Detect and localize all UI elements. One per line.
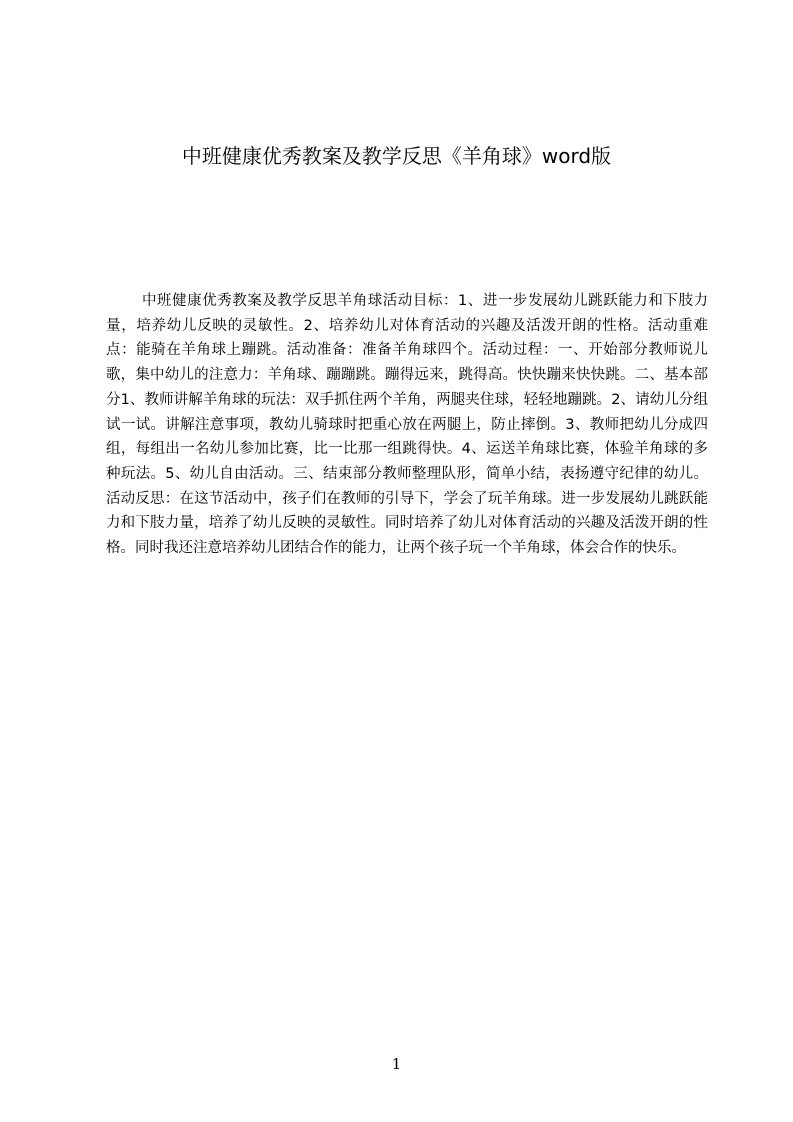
document-title: 中班健康优秀教案及教学反思《羊角球》word版 [181, 144, 612, 168]
page-number: 1 [391, 1055, 402, 1073]
body-paragraph: 中班健康优秀教案及教学反思羊角球活动目标：1、进一步发展幼儿跳跃能力和下肢力量，培养幼儿反映的灵敏性。2、培养幼儿对体育活动的兴趣及活泼开朗的性格。活动重难点：能骑在羊角球上蹦跳。活动准备：准备羊角球四个。活动过程：一、开始部分教师说儿歌，集中幼儿的注意力：羊角球、蹦蹦跳。蹦得远来，跳得高。快快蹦来快快跳。二、基本部分1、教师讲解羊角球的玩法：双手抓住两个羊角，两腿夹住球，轻轻地蹦跳。2、请幼儿分组试一试。讲解注意事项，教幼儿骑球时把重心放在两腿上，防止摔倒。3、教师把幼儿分成四组，每组出一名幼儿参加比赛，比一比那一组跳得快。4、运送羊角球比赛，体验羊角球的多种玩法。5、幼儿自由活动。三、结束部分教师整理队形，简单小结，表扬遵守纪律的幼儿。活动反思：在这节活动中，孩子们在教师的引导下，学会了玩羊角球。进一步发展幼儿跳跃能力和下肢力量，培养了幼儿反映的灵敏性。同时培养了幼儿对体育活动的兴趣及活泼开朗的性格。同时我还注意培养幼儿团结合作的能力，让两个孩子玩一个羊角球，体会合作的快乐。 [106, 293, 708, 557]
